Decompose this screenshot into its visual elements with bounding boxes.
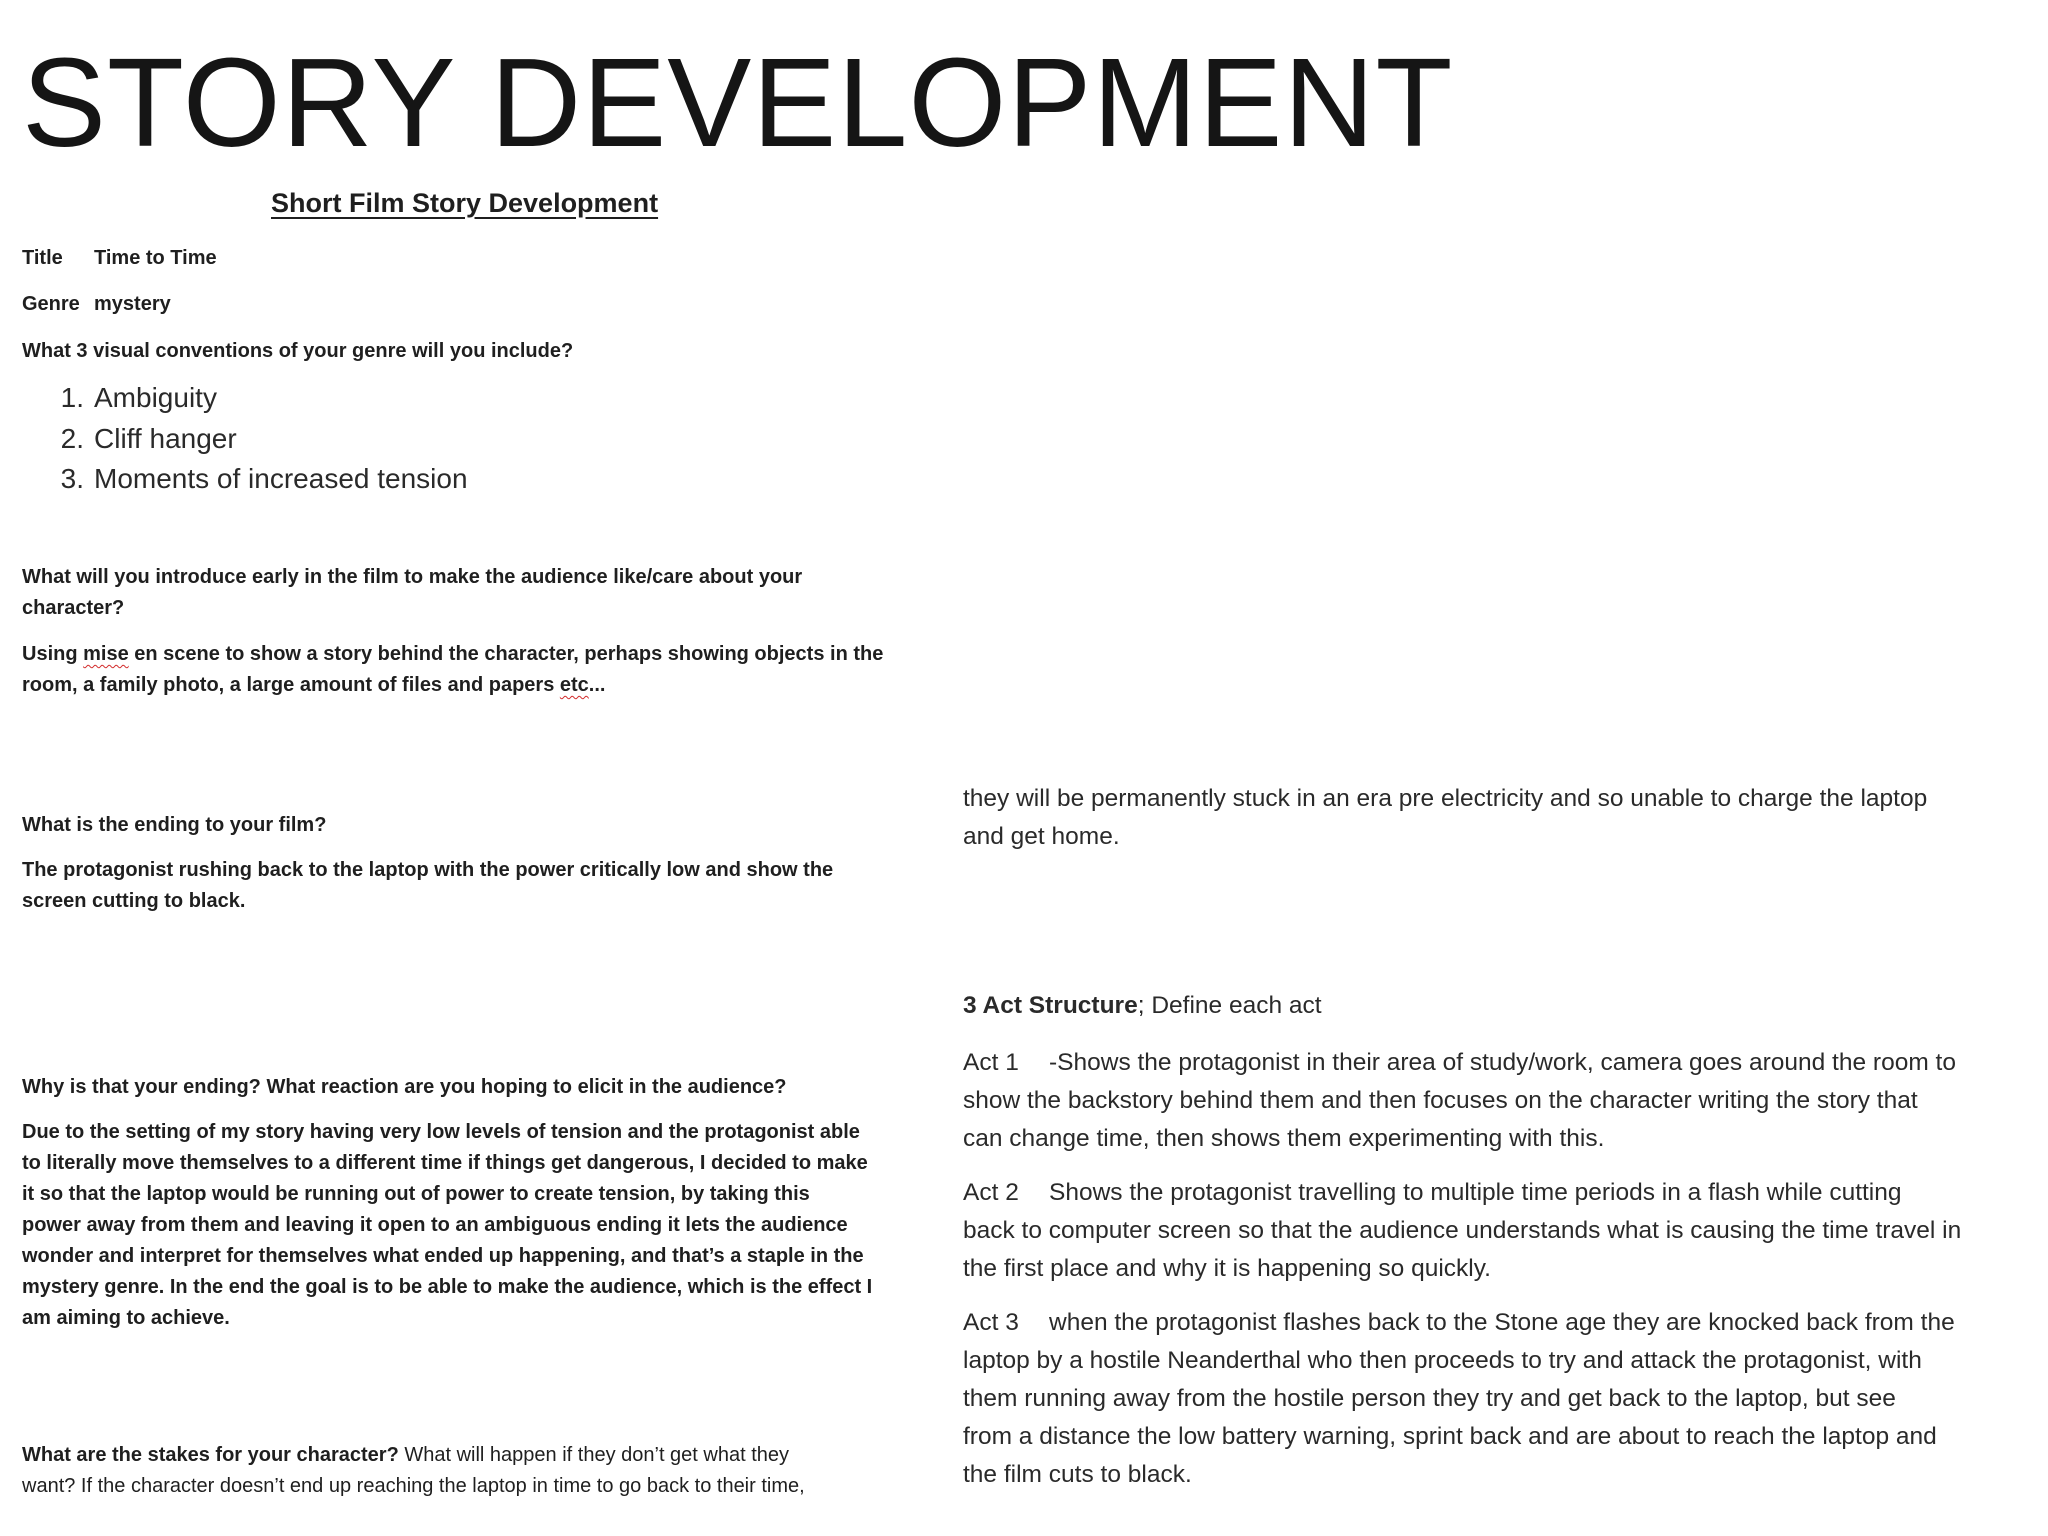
list-item: 2. Cliff hanger (60, 422, 237, 454)
list-item: 3. Moments of increased tension (60, 463, 468, 494)
act-3: Act 3 when the protagonist flashes back to the Stone age they are knocked back from the laptop by a hostile Neanderthal who then proceeds to try and attack the protagonist, with them running away from the hostile person they try and get back to the laptop, but see from a distance the low battery warning, sprint back and are about to reach the laptop and the film cuts to black. (963, 1304, 2033, 1494)
act-label: Act 2 (963, 1179, 1019, 1206)
stakes-section: What are the stakes for your character? What will happen if they don’t get what they want? If the character doesn’t end up reaching the laptop in time to go back to their time, (22, 1444, 805, 1497)
document-heading: Short Film Story Development (271, 188, 659, 218)
ending-answer: The protagonist rushing back to the laptop with the power critically low and show the screen cutting to black. (22, 859, 834, 912)
conventions-question: What 3 visual conventions of your genre will you include? (22, 340, 574, 362)
title-label: Title (22, 247, 63, 269)
genre-label: Genre (22, 293, 80, 315)
why-question: Why is that your ending? What reaction are you hoping to elicit in the audience? (22, 1076, 787, 1098)
ending-question: What is the ending to your film? (22, 814, 327, 836)
stakes-question: What are the stakes for your character? (22, 1444, 399, 1466)
care-question: What will you introduce early in the film to make the audience like/care about your character? (22, 566, 803, 619)
act-1: Act 1 -Shows the protagonist in their area of study/work, camera goes around the room to show the backstory behind them and then focuses on the character writing the story that can change time, then shows them experimenting with this. (963, 1044, 2033, 1158)
spellcheck-word: mise (83, 643, 129, 665)
slide-title: STORY DEVELOPMENT (22, 32, 1454, 173)
act-structure-heading: 3 Act Structure; Define each act (963, 992, 1322, 1019)
act-2: Act 2 Shows the protagonist travelling to multiple time periods in a flash while cutting back to computer screen so that the audience understands what is causing the time travel in the first place and why it is happening so quickly. (963, 1174, 2033, 1288)
care-answer: Using mise en scene to show a story behind the character, perhaps showing objects in the room, a family photo, a large amount of files and papers etc... (22, 643, 884, 696)
spellcheck-word: etc (559, 674, 589, 696)
list-item: 1. Ambiguity (60, 382, 217, 413)
conventions-list (22, 378, 468, 500)
why-answer: Due to the setting of my story having very low levels of tension and the protagonist able to literally move themselves to a different time if things get dangerous, I decided to make it so that the laptop would be running out of power to create tension, by taking this power away from them and leaving it open to an ambiguous ending it lets the audience wonder and interpret for themselves what ended up happening, and that’s a staple in the mystery genre. In the end the goal is to be able to make the audience, which is the effect I am aiming to achieve. (22, 1121, 873, 1329)
genre-field (22, 289, 922, 320)
stakes-continued: they will be permanently stuck in an era pre electricity and so unable to charge the laptop and get home. (963, 785, 1928, 850)
title-value: Time to Time (94, 247, 217, 269)
act-label: Act 1 (963, 1049, 1019, 1076)
act-label: Act 3 (963, 1309, 1019, 1336)
genre-value: mystery (94, 293, 171, 315)
title-field (22, 243, 922, 274)
